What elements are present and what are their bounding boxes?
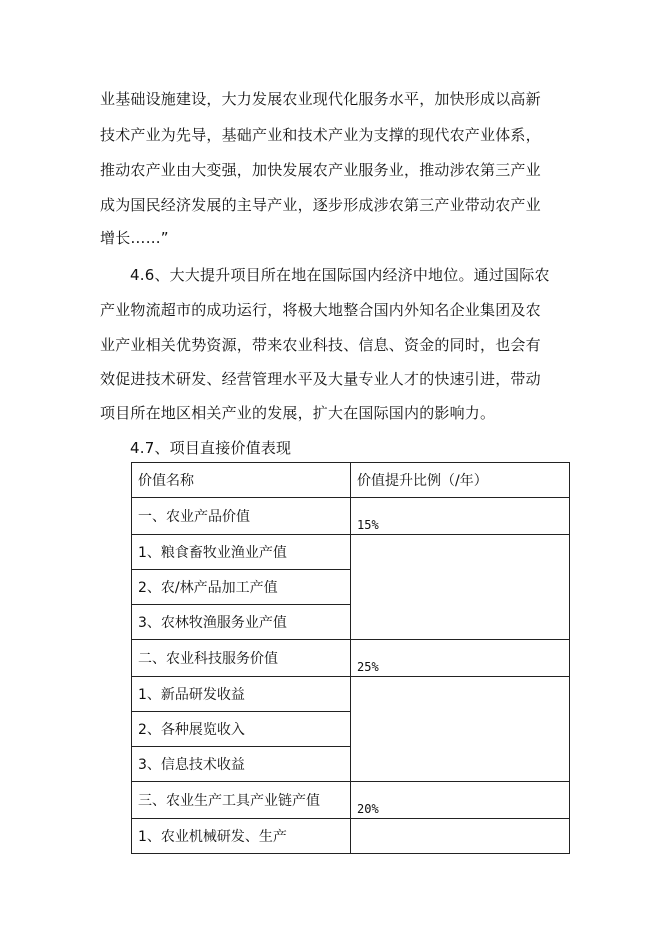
- paragraph-line: 成为国民经济发展的主导产业，逐步形成涉农第三产业带动农产业: [100, 196, 541, 214]
- header-value-ratio: 价值提升比例（/年）: [351, 463, 570, 498]
- row-name: 一、农业产品价值: [132, 498, 351, 535]
- row-percentage-empty: [351, 819, 570, 854]
- row-name: 三、农业生产工具产业链产值: [132, 782, 351, 819]
- table-row: [132, 782, 570, 819]
- section-4-6-heading-line: 4.6、大大提升项目所在地在国际国内经济中地位。通过国际农: [130, 266, 550, 284]
- paragraph-line: 产业物流超市的成功运行，将极大地整合国内外知名企业集团及农: [100, 301, 541, 319]
- row-name: 二、农业科技服务价值: [132, 640, 351, 677]
- row-name: 2、各种展览收入: [132, 712, 351, 747]
- row-percentage: 25%: [351, 640, 570, 677]
- row-percentage: 20%: [351, 782, 570, 819]
- row-name: 1、新品研发收益: [132, 677, 351, 712]
- table-row: [132, 498, 570, 535]
- row-name: 3、信息技术收益: [132, 747, 351, 782]
- paragraph-line: 项目所在地区相关产业的发展，扩大在国际国内的影响力。: [100, 404, 496, 422]
- table-caption: 4.7、项目直接价值表现: [130, 439, 292, 457]
- table-row: [132, 640, 570, 677]
- row-name: 1、农业机械研发、生产: [132, 819, 351, 854]
- table-row: [132, 819, 570, 854]
- row-name: 3、农林牧渔服务业产值: [132, 605, 351, 640]
- paragraph-line: 效促进技术研发、经营管理水平及大量专业人才的快速引进，带动: [100, 370, 541, 388]
- paragraph-line: 增长……”: [100, 229, 169, 247]
- paragraph-line: 业产业相关优势资源，带来农业科技、信息、资金的同时，也会有: [100, 336, 541, 354]
- row-percentage-empty: [351, 677, 570, 782]
- row-name: 1、粮食畜牧业渔业产值: [132, 535, 351, 570]
- paragraph-line: 推动农产业由大变强，加快发展农产业服务业，推动涉农第三产业: [100, 161, 541, 179]
- table-row: [132, 535, 570, 570]
- value-table: [131, 462, 570, 854]
- table-row: [132, 677, 570, 712]
- paragraph-line: 业基础设施建设，大力发展农业现代化服务水平，加快形成以高新: [100, 90, 541, 108]
- row-percentage-empty: [351, 535, 570, 640]
- header-value-name: 价值名称: [132, 463, 351, 498]
- paragraph-line: 技术产业为先导，基础产业和技术产业为支撑的现代农产业体系，: [100, 126, 541, 144]
- row-percentage: 15%: [351, 498, 570, 535]
- row-name: 2、农/林产品加工产值: [132, 570, 351, 605]
- table-header-row: [132, 463, 570, 498]
